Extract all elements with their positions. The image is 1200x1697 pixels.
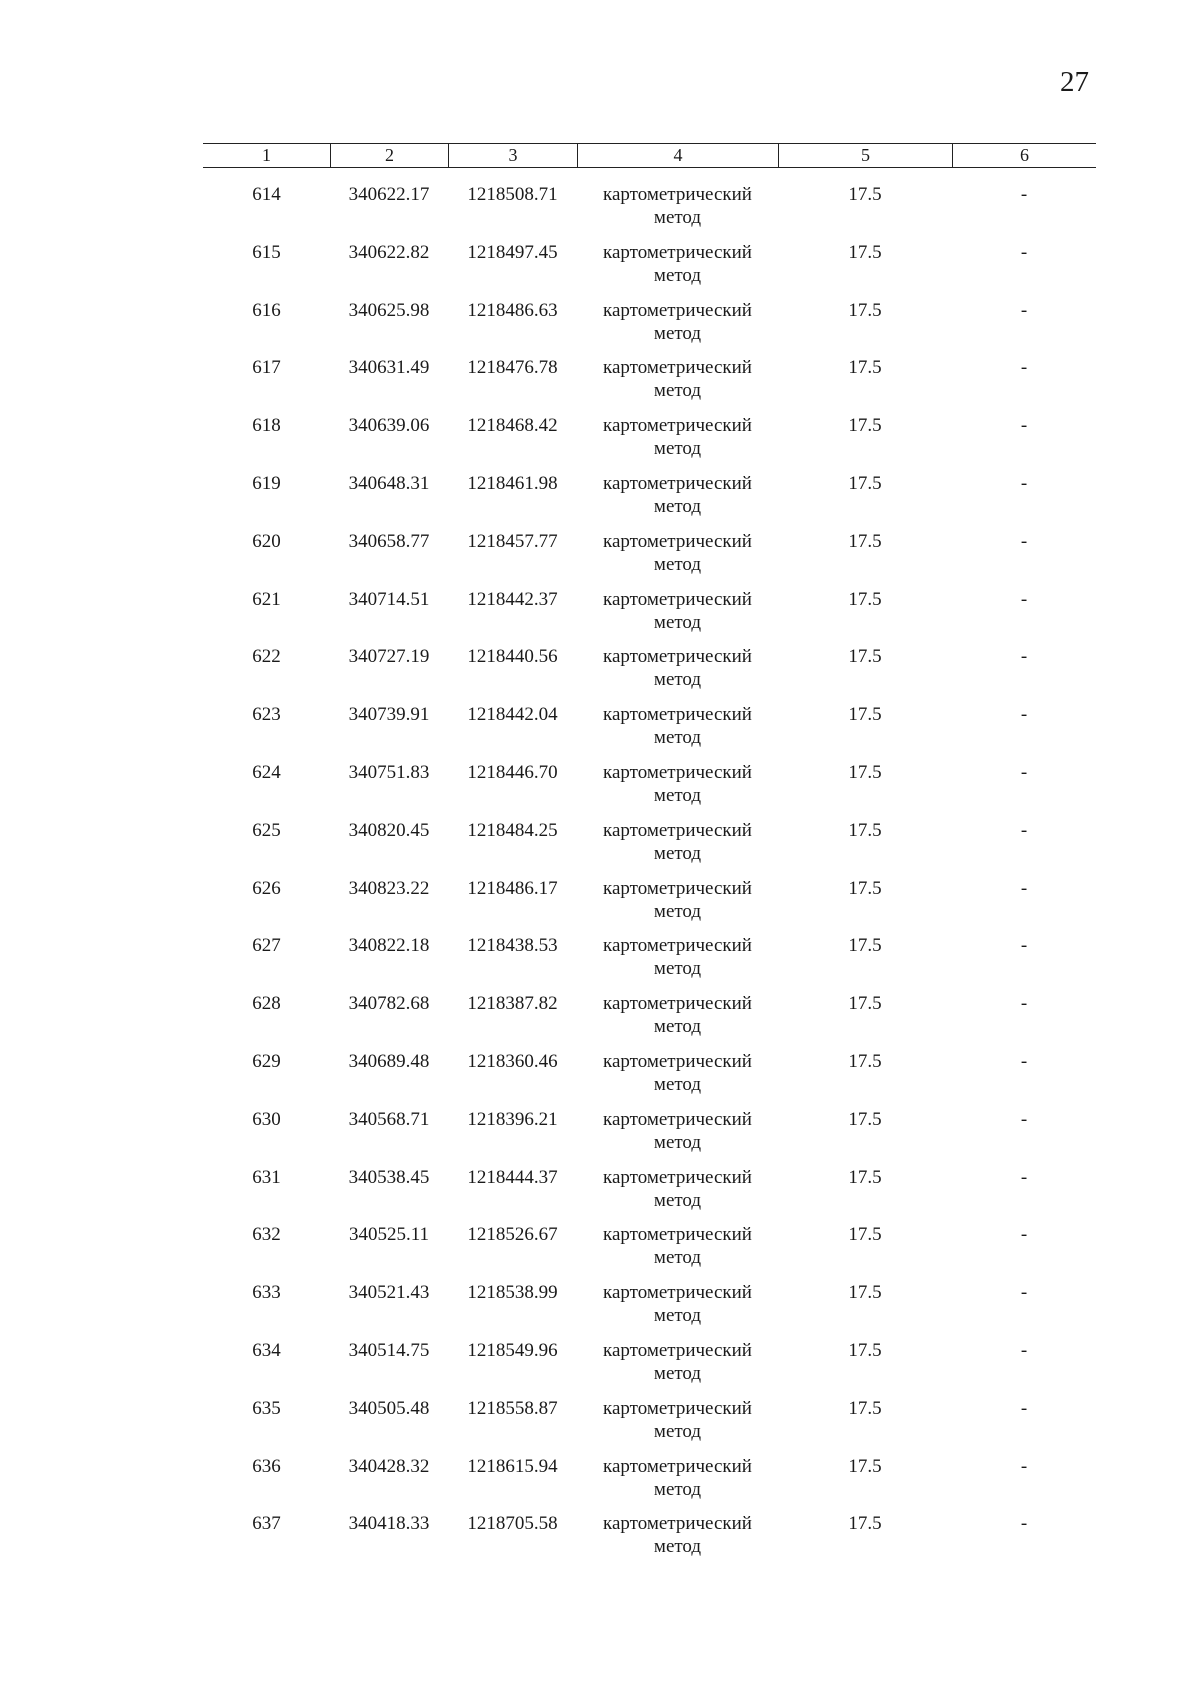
note-cell: -: [1020, 761, 1028, 783]
method-cell: [577, 992, 778, 1050]
accuracy-cell: 17.5: [848, 1050, 882, 1072]
point-number-cell: 626: [252, 877, 281, 899]
y-coordinate-cell: 1218508.71: [467, 184, 558, 205]
method-cell: [577, 1397, 778, 1455]
method-cell: [577, 934, 778, 992]
method-line-1: картометрический: [603, 1282, 752, 1304]
accuracy-cell: 17.5: [848, 761, 882, 783]
accuracy-cell: 17.5: [848, 1166, 882, 1188]
method-cell: [577, 241, 778, 299]
y-coordinate-cell: 1218615.94: [467, 1455, 558, 1477]
method-line-1: картометрический: [603, 1513, 752, 1535]
method-line-2: метод: [653, 1420, 702, 1442]
method-line-1: картометрический: [603, 993, 752, 1015]
header-col-3: 3: [448, 144, 577, 167]
x-coordinate-cell: 340418.33: [348, 1513, 430, 1535]
table-row: [203, 1108, 1096, 1166]
header-col-4: 4: [577, 144, 778, 167]
note-cell: -: [1020, 877, 1028, 899]
method-line-1: картометрический: [603, 472, 752, 494]
accuracy-cell: 17.5: [848, 184, 882, 205]
method-cell: [577, 1339, 778, 1397]
method-cell: [577, 1050, 778, 1108]
point-number-cell: 625: [252, 819, 281, 841]
method-line-2: метод: [653, 900, 702, 922]
method-line-1: картометрический: [603, 1050, 752, 1072]
method-cell: [577, 1455, 778, 1513]
point-number-cell: 619: [252, 472, 281, 494]
note-cell: -: [1020, 415, 1028, 437]
y-coordinate-cell: 1218484.25: [467, 819, 558, 841]
accuracy-cell: 17.5: [848, 993, 882, 1015]
accuracy-cell: 17.5: [848, 1108, 882, 1130]
table-row: [203, 819, 1096, 877]
method-cell: [577, 1223, 778, 1281]
y-coordinate-cell: 1218442.04: [467, 704, 558, 726]
method-line-2: метод: [653, 1131, 702, 1153]
y-coordinate-cell: 1218444.37: [467, 1166, 558, 1188]
x-coordinate-cell: 340823.22: [348, 877, 430, 899]
header-col-6: 6: [952, 144, 1096, 167]
y-coordinate-cell: 1218438.53: [467, 935, 558, 957]
method-cell: [577, 530, 778, 588]
point-number-cell: 621: [252, 588, 281, 610]
table-row: [203, 1223, 1096, 1281]
table-row: [203, 1339, 1096, 1397]
accuracy-cell: 17.5: [848, 241, 882, 263]
method-line-2: метод: [653, 495, 702, 517]
y-coordinate-cell: 1218442.37: [467, 588, 558, 610]
accuracy-cell: 17.5: [848, 1397, 882, 1419]
method-cell: [577, 1166, 778, 1224]
note-cell: -: [1020, 184, 1028, 205]
table-row: [203, 761, 1096, 819]
method-line-2: метод: [653, 1016, 702, 1038]
x-coordinate-cell: 340521.43: [348, 1282, 430, 1304]
method-line-1: картометрический: [603, 877, 752, 899]
point-number-cell: 622: [252, 646, 281, 668]
table-row: [203, 588, 1096, 646]
method-line-1: картометрический: [603, 299, 752, 321]
table-row: [203, 934, 1096, 992]
point-number-cell: 631: [252, 1166, 281, 1188]
method-line-1: картометрический: [603, 1455, 752, 1477]
point-number-cell: 630: [252, 1108, 281, 1130]
table-row: [203, 356, 1096, 414]
method-line-2: метод: [653, 438, 702, 460]
point-number-cell: 628: [252, 993, 281, 1015]
table-header: [203, 143, 1096, 168]
point-number-cell: 637: [252, 1513, 281, 1535]
method-cell: [577, 819, 778, 877]
method-cell: [577, 183, 778, 241]
point-number-cell: 633: [252, 1282, 281, 1304]
y-coordinate-cell: 1218705.58: [467, 1513, 558, 1535]
note-cell: -: [1020, 1166, 1028, 1188]
x-coordinate-cell: 340514.75: [348, 1339, 430, 1361]
note-cell: -: [1020, 819, 1028, 841]
point-number-cell: 632: [252, 1224, 281, 1246]
x-coordinate-cell: 340727.19: [348, 646, 430, 668]
x-coordinate-cell: 340782.68: [348, 993, 430, 1015]
method-line-2: метод: [653, 784, 702, 806]
accuracy-cell: 17.5: [848, 1513, 882, 1535]
table-row: [203, 1281, 1096, 1339]
table-row: [203, 472, 1096, 530]
table-row: [203, 414, 1096, 472]
x-coordinate-cell: 340648.31: [348, 472, 430, 494]
y-coordinate-cell: 1218558.87: [467, 1397, 558, 1419]
method-cell: [577, 472, 778, 530]
x-coordinate-cell: 340631.49: [348, 357, 430, 379]
accuracy-cell: 17.5: [848, 299, 882, 321]
table-row: [203, 1455, 1096, 1513]
y-coordinate-cell: 1218486.63: [467, 299, 558, 321]
y-coordinate-cell: 1218360.46: [467, 1050, 558, 1072]
method-line-1: картометрический: [603, 704, 752, 726]
y-coordinate-cell: 1218387.82: [467, 993, 558, 1015]
x-coordinate-cell: 340622.82: [348, 241, 430, 263]
point-number-cell: 636: [252, 1455, 281, 1477]
method-line-1: картометрический: [603, 1108, 752, 1130]
note-cell: -: [1020, 993, 1028, 1015]
note-cell: -: [1020, 299, 1028, 321]
x-coordinate-cell: 340428.32: [348, 1455, 430, 1477]
x-coordinate-cell: 340505.48: [348, 1397, 430, 1419]
method-line-2: метод: [653, 1536, 702, 1558]
accuracy-cell: 17.5: [848, 530, 882, 552]
point-number-cell: 615: [252, 241, 281, 263]
header-col-5: 5: [778, 144, 952, 167]
method-line-1: картометрический: [603, 1166, 752, 1188]
note-cell: -: [1020, 704, 1028, 726]
method-line-1: картометрический: [603, 357, 752, 379]
y-coordinate-cell: 1218476.78: [467, 357, 558, 379]
y-coordinate-cell: 1218457.77: [467, 530, 558, 552]
accuracy-cell: 17.5: [848, 415, 882, 437]
y-coordinate-cell: 1218468.42: [467, 415, 558, 437]
method-line-1: картометрический: [603, 588, 752, 610]
accuracy-cell: 17.5: [848, 704, 882, 726]
note-cell: -: [1020, 646, 1028, 668]
note-cell: -: [1020, 1397, 1028, 1419]
header-col-2: 2: [330, 144, 448, 167]
method-line-1: картометрический: [603, 241, 752, 263]
method-line-2: метод: [653, 1189, 702, 1211]
method-line-2: метод: [653, 727, 702, 749]
x-coordinate-cell: 340538.45: [348, 1166, 430, 1188]
method-line-2: метод: [653, 1362, 702, 1384]
note-cell: -: [1020, 1513, 1028, 1535]
table-row: [203, 1050, 1096, 1108]
note-cell: -: [1020, 1455, 1028, 1477]
y-coordinate-cell: 1218526.67: [467, 1224, 558, 1246]
method-cell: [577, 1108, 778, 1166]
method-line-1: картометрический: [603, 415, 752, 437]
y-coordinate-cell: 1218461.98: [467, 472, 558, 494]
method-line-1: картометрический: [603, 1397, 752, 1419]
note-cell: -: [1020, 241, 1028, 263]
table-row: [203, 645, 1096, 703]
point-number-cell: 624: [252, 761, 281, 783]
table-row: [203, 703, 1096, 761]
note-cell: -: [1020, 588, 1028, 610]
point-number-cell: 614: [252, 184, 281, 205]
table-row: [203, 1512, 1096, 1570]
accuracy-cell: 17.5: [848, 877, 882, 899]
table-row: [203, 992, 1096, 1050]
header-col-1: 1: [262, 145, 271, 165]
method-cell: [577, 1512, 778, 1570]
x-coordinate-cell: 340820.45: [348, 819, 430, 841]
method-line-1: картометрический: [603, 530, 752, 552]
note-cell: -: [1020, 1282, 1028, 1304]
method-cell: [577, 877, 778, 935]
method-line-2: метод: [653, 842, 702, 864]
method-line-1: картометрический: [603, 819, 752, 841]
method-line-2: метод: [653, 1247, 702, 1269]
accuracy-cell: 17.5: [848, 935, 882, 957]
x-coordinate-cell: 340625.98: [348, 299, 430, 321]
accuracy-cell: 17.5: [848, 1224, 882, 1246]
x-coordinate-cell: 340739.91: [348, 704, 430, 726]
method-line-2: метод: [653, 1478, 702, 1500]
y-coordinate-cell: 1218396.21: [467, 1108, 558, 1130]
note-cell: -: [1020, 472, 1028, 494]
x-coordinate-cell: 340714.51: [348, 588, 430, 610]
coordinates-table: [203, 143, 1096, 1570]
note-cell: -: [1020, 1339, 1028, 1361]
page-number: 27: [1060, 66, 1089, 98]
y-coordinate-cell: 1218549.96: [467, 1339, 558, 1361]
table-row: [203, 1166, 1096, 1224]
note-cell: -: [1020, 1224, 1028, 1246]
method-line-2: метод: [653, 322, 702, 344]
table-row: [203, 877, 1096, 935]
accuracy-cell: 17.5: [848, 472, 882, 494]
table-row: [203, 241, 1096, 299]
y-coordinate-cell: 1218538.99: [467, 1282, 558, 1304]
table-body: [203, 183, 1096, 1570]
accuracy-cell: 17.5: [848, 819, 882, 841]
point-number-cell: 623: [252, 704, 281, 726]
point-number-cell: 635: [252, 1397, 281, 1419]
accuracy-cell: 17.5: [848, 1339, 882, 1361]
method-line-2: метод: [653, 611, 702, 633]
x-coordinate-cell: 340751.83: [348, 761, 430, 783]
table-row: [203, 530, 1096, 588]
method-line-2: метод: [653, 958, 702, 980]
point-number-cell: 629: [252, 1050, 281, 1072]
accuracy-cell: 17.5: [848, 1282, 882, 1304]
y-coordinate-cell: 1218486.17: [467, 877, 558, 899]
method-cell: [577, 703, 778, 761]
note-cell: -: [1020, 357, 1028, 379]
table-row: [203, 1397, 1096, 1455]
table-row: [203, 299, 1096, 357]
method-line-1: картометрический: [603, 1224, 752, 1246]
method-line-1: картометрический: [603, 184, 752, 205]
point-number-cell: 620: [252, 530, 281, 552]
point-number-cell: 618: [252, 415, 281, 437]
note-cell: -: [1020, 1108, 1028, 1130]
method-line-1: картометрический: [603, 1339, 752, 1361]
method-cell: [577, 299, 778, 357]
method-line-1: картометрический: [603, 761, 752, 783]
method-cell: [577, 588, 778, 646]
note-cell: -: [1020, 935, 1028, 957]
point-number-cell: 617: [252, 357, 281, 379]
accuracy-cell: 17.5: [848, 646, 882, 668]
method-cell: [577, 1281, 778, 1339]
method-line-1: картометрический: [603, 935, 752, 957]
accuracy-cell: 17.5: [848, 357, 882, 379]
method-cell: [577, 414, 778, 472]
x-coordinate-cell: 340639.06: [348, 415, 430, 437]
y-coordinate-cell: 1218446.70: [467, 761, 558, 783]
method-line-2: метод: [653, 1073, 702, 1095]
x-coordinate-cell: 340568.71: [348, 1108, 430, 1130]
x-coordinate-cell: 340822.18: [348, 935, 430, 957]
point-number-cell: 627: [252, 935, 281, 957]
method-cell: [577, 645, 778, 703]
method-line-1: картометрический: [603, 646, 752, 668]
point-number-cell: 634: [252, 1339, 281, 1361]
method-line-2: метод: [653, 669, 702, 691]
accuracy-cell: 17.5: [848, 588, 882, 610]
method-cell: [577, 761, 778, 819]
method-line-2: метод: [653, 380, 702, 402]
point-number-cell: 616: [252, 299, 281, 321]
x-coordinate-cell: 340658.77: [348, 530, 430, 552]
x-coordinate-cell: 340525.11: [348, 1224, 430, 1246]
method-line-2: метод: [653, 1305, 702, 1327]
method-line-2: метод: [653, 553, 702, 575]
note-cell: -: [1020, 1050, 1028, 1072]
method-line-2: метод: [653, 264, 702, 286]
table-row: [203, 183, 1096, 241]
accuracy-cell: 17.5: [848, 1455, 882, 1477]
y-coordinate-cell: 1218440.56: [467, 646, 558, 668]
x-coordinate-cell: 340622.17: [348, 184, 430, 205]
x-coordinate-cell: 340689.48: [348, 1050, 430, 1072]
note-cell: -: [1020, 530, 1028, 552]
method-cell: [577, 356, 778, 414]
method-line-2: метод: [653, 207, 702, 228]
y-coordinate-cell: 1218497.45: [467, 241, 558, 263]
